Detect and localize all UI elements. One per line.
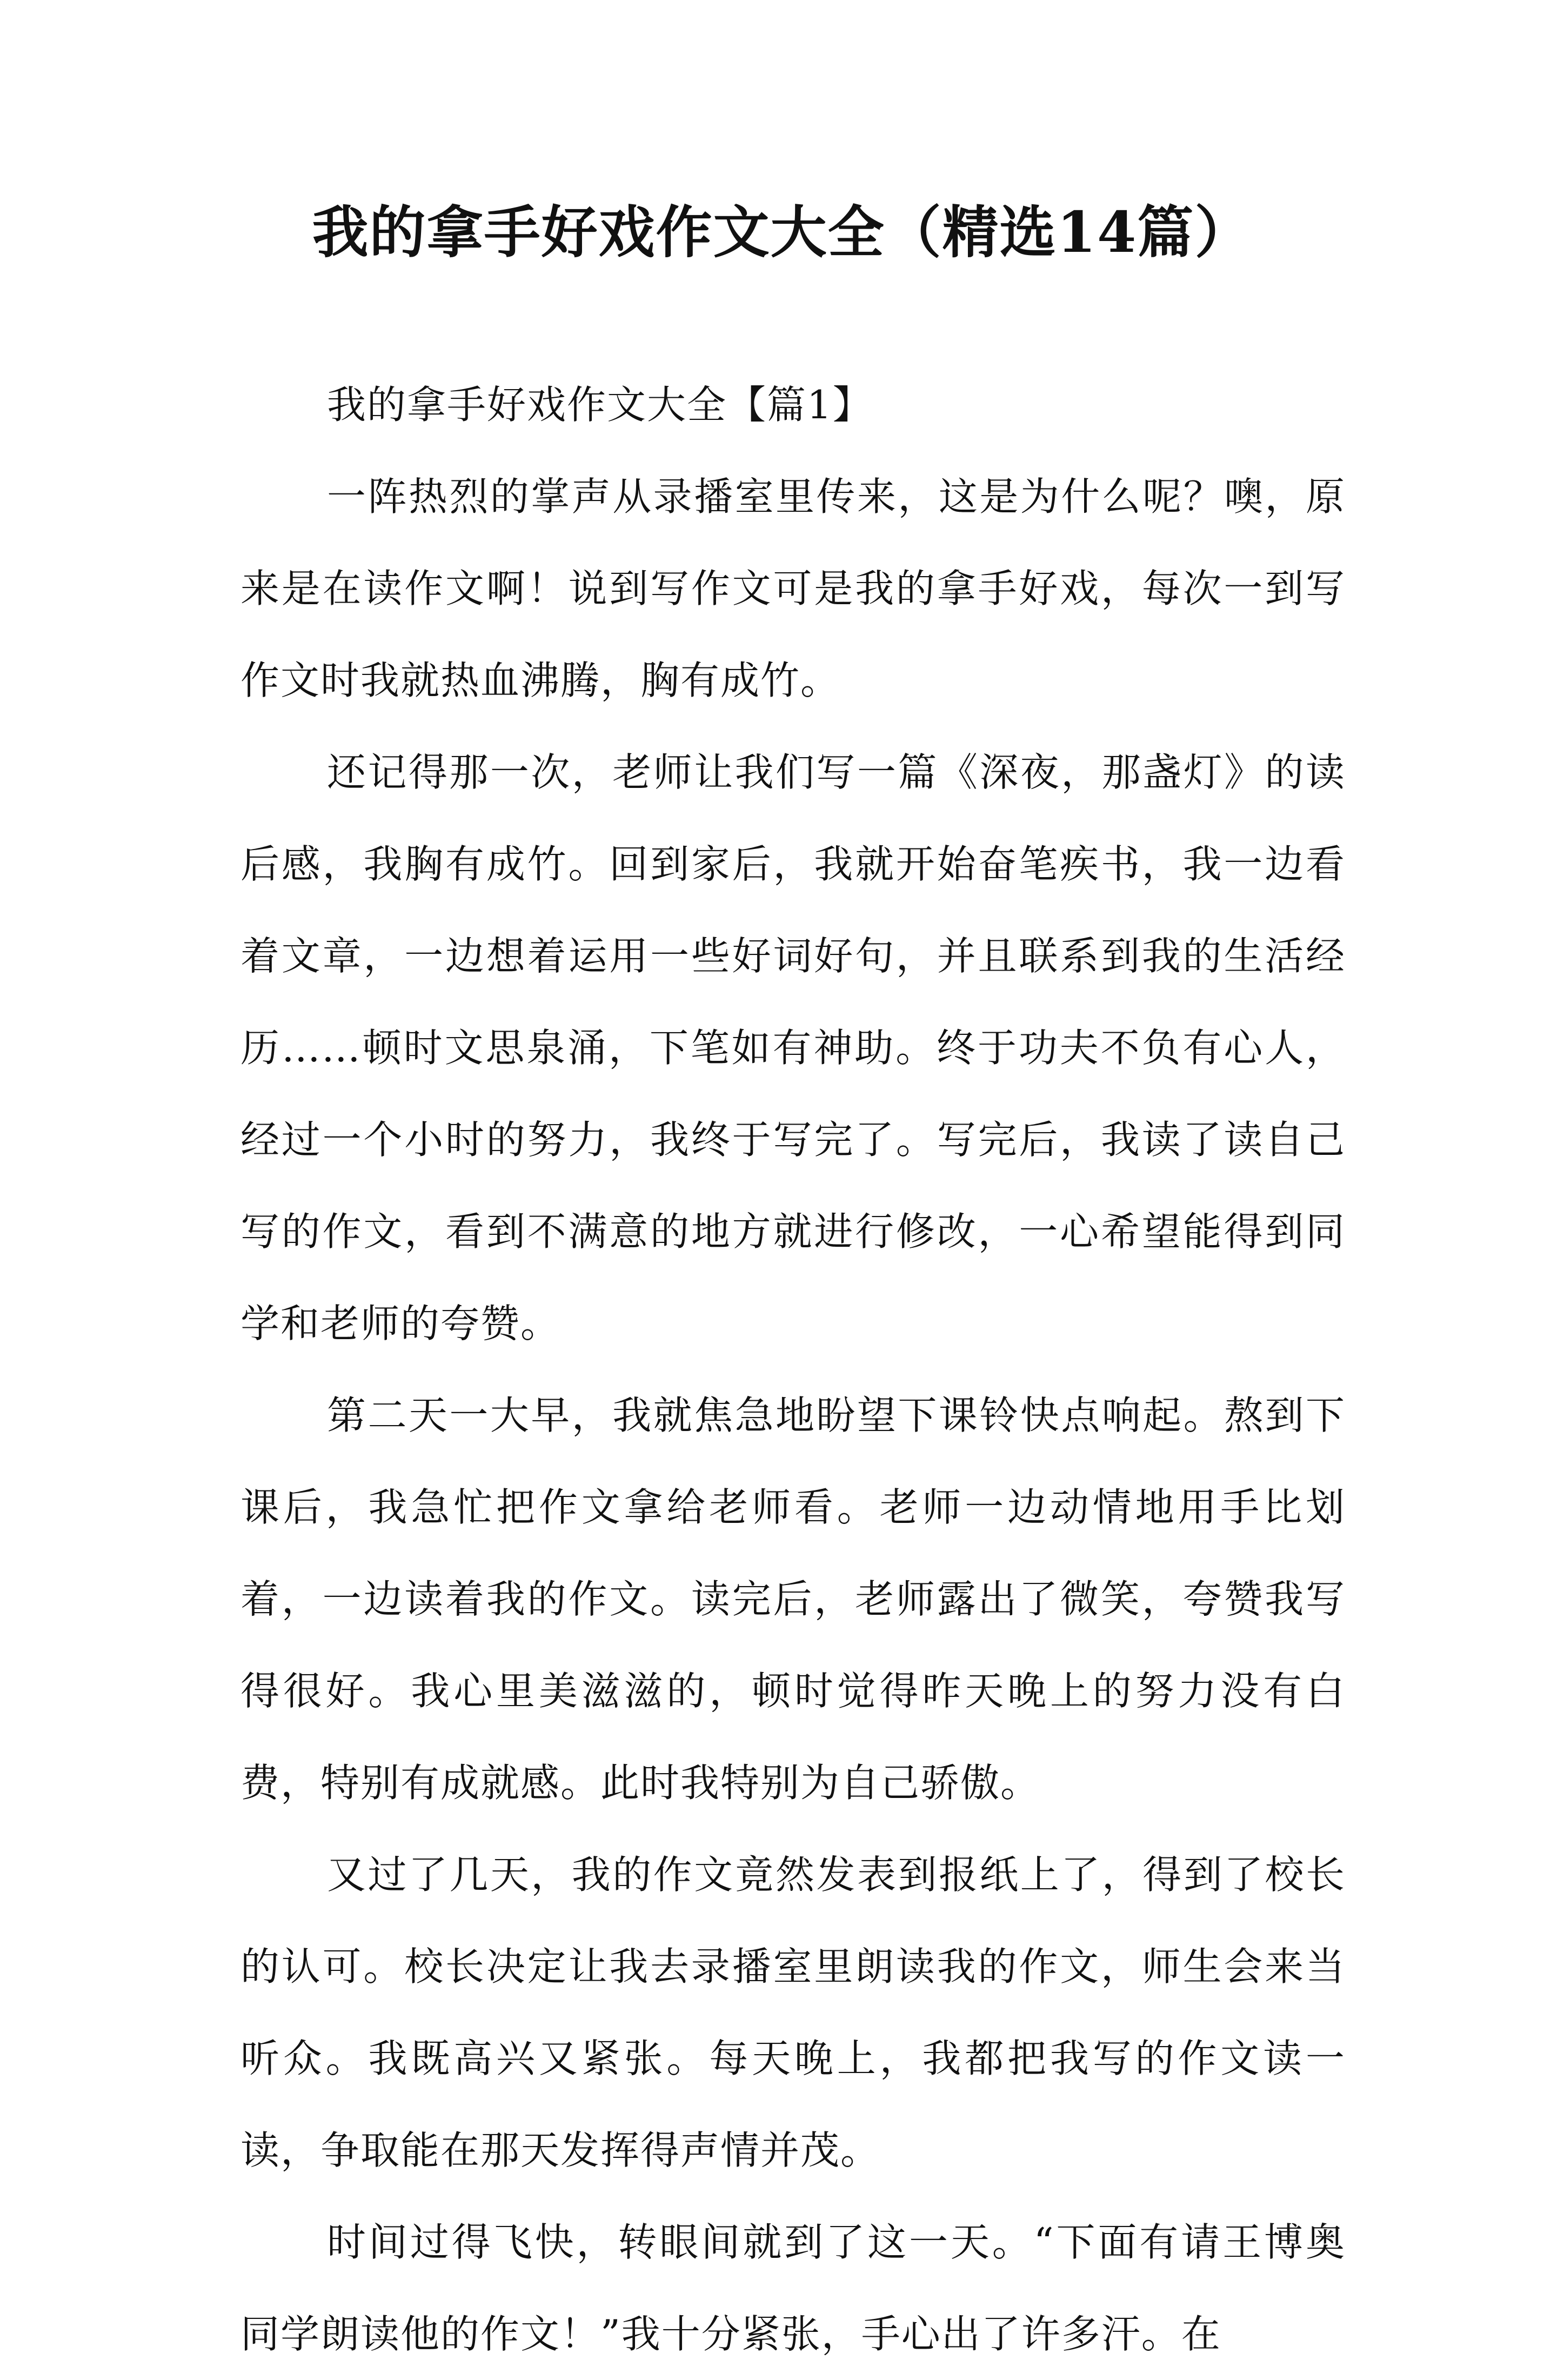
paragraph: 时间过得飞快，转眼间就到了这一天。“下面有请王博奥同学朗读他的作文！”我十分紧张，手心出了许多汗。在 xyxy=(240,2219,1346,2357)
section-heading: 我的拿手好戏作文大全【篇1】 xyxy=(327,382,873,427)
paragraph: 一阵热烈的掌声从录播室里传来，这是为什么呢？噢，原来是在读作文啊！说到写作文可是我的拿手好戏，每次一到写作文时我就热血沸腾，胸有成竹。 xyxy=(240,474,1346,703)
paragraph: 又过了几天，我的作文竟然发表到报纸上了，得到了校长的认可。校长决定让我去录播室里朗读我的作文，师生会来当听众。我既高兴又紧张。每天晚上，我都把我写的作文读一读，争取能在那天发挥得声情并茂。 xyxy=(240,1852,1346,2173)
document-body xyxy=(240,359,1346,2380)
document-title: 我的拿手好戏作文大全（精选14篇） xyxy=(312,199,1252,265)
paragraph: 第二天一大早，我就焦急地盼望下课铃快点响起。熬到下课后，我急忙把作文拿给老师看。老师一边动情地用手比划着，一边读着我的作文。读完后，老师露出了微笑，夸赞我写得很好。我心里美滋滋的，顿时觉得昨天晚上的努力没有白费，特别有成就感。此时我特别为自己骄傲。 xyxy=(240,1393,1346,1806)
paragraph: 还记得那一次，老师让我们写一篇《深夜，那盏灯》的读后感，我胸有成竹。回到家后，我就开始奋笔疾书，我一边看着文章，一边想着运用一些好词好句，并且联系到我的生活经历……顿时文思泉涌，下笔如有神助。终于功夫不负有心人，经过一个小时的努力，我终于写完了。写完后，我读了读自己写的作文，看到不满意的地方就进行修改，一心希望能得到同学和老师的夸赞。 xyxy=(240,750,1346,1346)
